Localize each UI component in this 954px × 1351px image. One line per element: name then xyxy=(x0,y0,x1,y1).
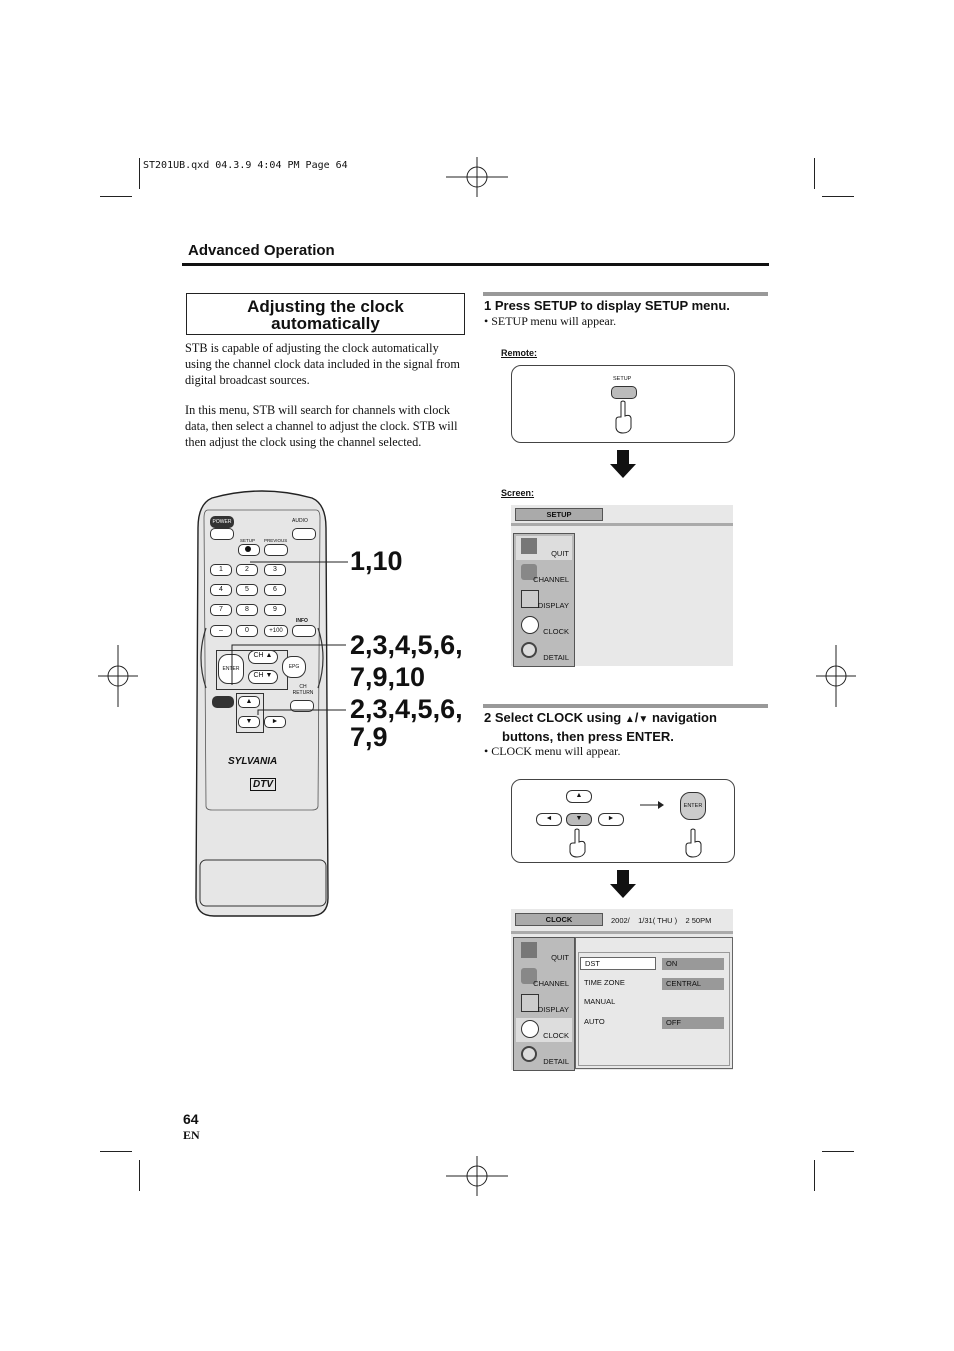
remote-previous-label: PREVIOUS xyxy=(264,538,288,543)
remote-ch-down-button[interactable]: CH ▼ xyxy=(248,670,278,684)
up-button[interactable]: ▲ xyxy=(566,790,592,803)
magnifier-icon xyxy=(521,642,537,658)
menu-item-clock[interactable] xyxy=(516,1018,572,1042)
menu-item-label: DETAIL xyxy=(543,1057,569,1066)
remote-right-button[interactable]: ► xyxy=(264,716,286,728)
crop-mark xyxy=(814,1160,815,1191)
display-icon xyxy=(521,994,539,1012)
remote-info-label: INFO xyxy=(296,618,308,624)
clock-icon xyxy=(521,1020,539,1038)
display-icon xyxy=(521,590,539,608)
option-label-time-zone[interactable]: TIME ZONE xyxy=(584,978,625,987)
screen-divider xyxy=(511,931,733,934)
crop-mark xyxy=(139,158,140,189)
menu-item-quit[interactable] xyxy=(516,940,572,964)
step-2-title-text: navigation xyxy=(651,710,717,725)
step-2-title-slash: / xyxy=(634,710,639,725)
remote-epg-button[interactable]: EPG xyxy=(282,656,306,678)
remote-digit-button[interactable]: 7 xyxy=(210,604,232,616)
setup-button-label: SETUP xyxy=(613,376,632,382)
callout-steps-enter: 2,3,4,5,6, xyxy=(350,630,463,660)
menu-item-detail[interactable] xyxy=(516,640,572,664)
menu-item-detail[interactable] xyxy=(516,1044,572,1068)
remote-brand-logo: SYLVANIA xyxy=(228,756,278,767)
step-divider xyxy=(483,704,768,708)
door-icon xyxy=(521,538,537,554)
remote-ch-up-button[interactable]: CH ▲ xyxy=(248,650,278,664)
down-arrow-icon xyxy=(617,450,629,464)
remote-enter-button[interactable]: ENTER xyxy=(218,654,244,684)
option-label-auto[interactable]: AUTO xyxy=(584,1017,605,1026)
registration-mark xyxy=(98,645,138,707)
hand-pointer-icon xyxy=(684,828,702,858)
step-2-title-line2: buttons, then press ENTER. xyxy=(502,729,674,744)
menu-item-label: CLOCK xyxy=(543,1031,569,1040)
crop-mark xyxy=(100,1151,132,1152)
down-arrow-icon xyxy=(610,464,636,478)
menu-item-channel[interactable] xyxy=(516,562,572,586)
step-2-bullet: • CLOCK menu will appear. xyxy=(484,744,621,758)
menu-item-label: CHANNEL xyxy=(533,575,569,584)
remote-nav-panel xyxy=(511,779,735,863)
title-line: Adjusting the clock xyxy=(247,297,404,316)
clock-datetime: 2002/ 1/31( THU ) 2 50PM xyxy=(611,916,712,925)
clock-icon xyxy=(521,616,539,634)
registration-mark xyxy=(446,1156,508,1196)
crop-mark xyxy=(100,196,132,197)
registration-mark xyxy=(816,645,856,707)
option-value-auto[interactable]: OFF xyxy=(662,1017,724,1029)
step-2-title xyxy=(484,709,769,745)
remote-dtv-logo: DTV xyxy=(250,778,276,791)
menu-item-label: DETAIL xyxy=(543,653,569,662)
menu-item-label: CLOCK xyxy=(543,627,569,636)
remote-digit-button[interactable]: 8 xyxy=(236,604,258,616)
callout-steps-arrows-cont: 7,9 xyxy=(350,722,388,752)
remote-digit-button[interactable]: 3 xyxy=(264,564,286,576)
door-icon xyxy=(521,942,537,958)
remote-digit-button[interactable]: +100 xyxy=(264,625,288,637)
remote-digit-button[interactable]: 4 xyxy=(210,584,232,596)
option-label-dst[interactable]: DST xyxy=(580,957,656,970)
header-rule xyxy=(182,263,769,266)
setup-tab: SETUP xyxy=(515,508,603,521)
remote-setup-label: SETUP xyxy=(240,538,256,543)
down-button[interactable]: ▼ xyxy=(566,813,592,826)
step-1-title: 1 Press SETUP to display SETUP menu. xyxy=(484,298,730,313)
remote-power-button[interactable]: POWER xyxy=(210,516,234,528)
intro-paragraph: In this menu, STB will search for channels with clock data, then select a channel to adjust the clock. STB will then adjust the clock using the channel selected. xyxy=(185,403,458,449)
callout-step-1-10: 1,10 xyxy=(350,546,403,576)
down-arrow-icon: ▼ xyxy=(638,714,649,725)
clock-screen xyxy=(511,909,733,1070)
up-arrow-icon: ▲ xyxy=(624,714,635,725)
down-arrow-icon xyxy=(617,870,629,884)
page-number: 64 xyxy=(183,1111,199,1127)
remote-ch-return-label: CH RETURN xyxy=(292,684,314,696)
menu-item-clock[interactable] xyxy=(516,614,572,638)
remote-up-button[interactable]: ▲ xyxy=(238,696,260,708)
hand-pointer-icon xyxy=(568,828,586,858)
page-title xyxy=(186,293,465,335)
right-button[interactable]: ► xyxy=(598,813,624,826)
option-value-dst[interactable]: ON xyxy=(662,958,724,970)
remote-digit-button[interactable]: 9 xyxy=(264,604,286,616)
registration-mark xyxy=(446,157,508,197)
hand-pointer-icon xyxy=(614,400,632,434)
remote-audio-button[interactable] xyxy=(292,528,316,540)
screen-divider xyxy=(511,523,733,526)
remote-label: Remote: xyxy=(501,348,538,358)
callout-steps-enter-cont: 7,9,10 xyxy=(350,662,426,692)
right-arrow-icon xyxy=(640,800,664,810)
remote-digit-button[interactable]: 0 xyxy=(236,625,258,637)
crop-mark xyxy=(139,1160,140,1191)
remote-digit-button[interactable]: 6 xyxy=(264,584,286,596)
down-arrow-icon xyxy=(610,884,636,898)
file-slug: ST201UB.qxd 04.3.9 4:04 PM Page 64 xyxy=(143,160,348,171)
intro-paragraph: STB is capable of adjusting the clock automatically using the channel clock data included in the signal from digital broadcast sources. xyxy=(185,341,460,387)
remote-setup-panel xyxy=(511,365,735,443)
setup-button[interactable] xyxy=(611,386,637,399)
crop-mark xyxy=(822,1151,854,1152)
screen-label: Screen: xyxy=(501,488,535,498)
section-header: Advanced Operation xyxy=(188,242,335,259)
enter-button[interactable]: ENTER xyxy=(680,792,706,820)
remote-power-body[interactable] xyxy=(210,528,234,540)
left-button[interactable]: ◄ xyxy=(536,813,562,826)
step-1-bullet: • SETUP menu will appear. xyxy=(484,314,617,328)
menu-item-label: QUIT xyxy=(551,549,569,558)
remote-digit-button[interactable]: 2 xyxy=(236,564,258,576)
menu-column xyxy=(513,533,575,667)
option-label-manual[interactable]: MANUAL xyxy=(584,997,616,1006)
menu-column xyxy=(513,937,575,1071)
menu-item-label: DISPLAY xyxy=(537,601,569,610)
remote-digit-button[interactable]: 5 xyxy=(236,584,258,596)
menu-item-display[interactable] xyxy=(516,588,572,612)
menu-item-display[interactable] xyxy=(516,992,572,1016)
setup-screen xyxy=(511,505,733,666)
callout-lines xyxy=(230,545,350,715)
crop-mark xyxy=(814,158,815,189)
menu-item-label: QUIT xyxy=(551,953,569,962)
remote-audio-label: AUDIO xyxy=(292,518,308,524)
remote-digit-button[interactable]: – xyxy=(210,625,232,637)
remote-down-button[interactable]: ▼ xyxy=(238,716,260,728)
clock-tab: CLOCK xyxy=(515,913,603,926)
language-tag: EN xyxy=(183,1128,200,1142)
title-line: automatically xyxy=(271,314,380,333)
menu-item-label: DISPLAY xyxy=(537,1005,569,1014)
clock-options-panel xyxy=(575,937,733,1069)
option-value-time-zone[interactable]: CENTRAL xyxy=(662,978,724,990)
menu-item-quit[interactable] xyxy=(516,536,572,560)
step-divider xyxy=(483,292,768,296)
crop-mark xyxy=(822,196,854,197)
callout-steps-arrows: 2,3,4,5,6, xyxy=(350,694,463,724)
magnifier-icon xyxy=(521,1046,537,1062)
remote-digit-button[interactable]: 1 xyxy=(210,564,232,576)
step-2-title-text: 2 Select CLOCK using xyxy=(484,710,622,725)
menu-item-channel[interactable] xyxy=(516,966,572,990)
menu-item-label: CHANNEL xyxy=(533,979,569,988)
